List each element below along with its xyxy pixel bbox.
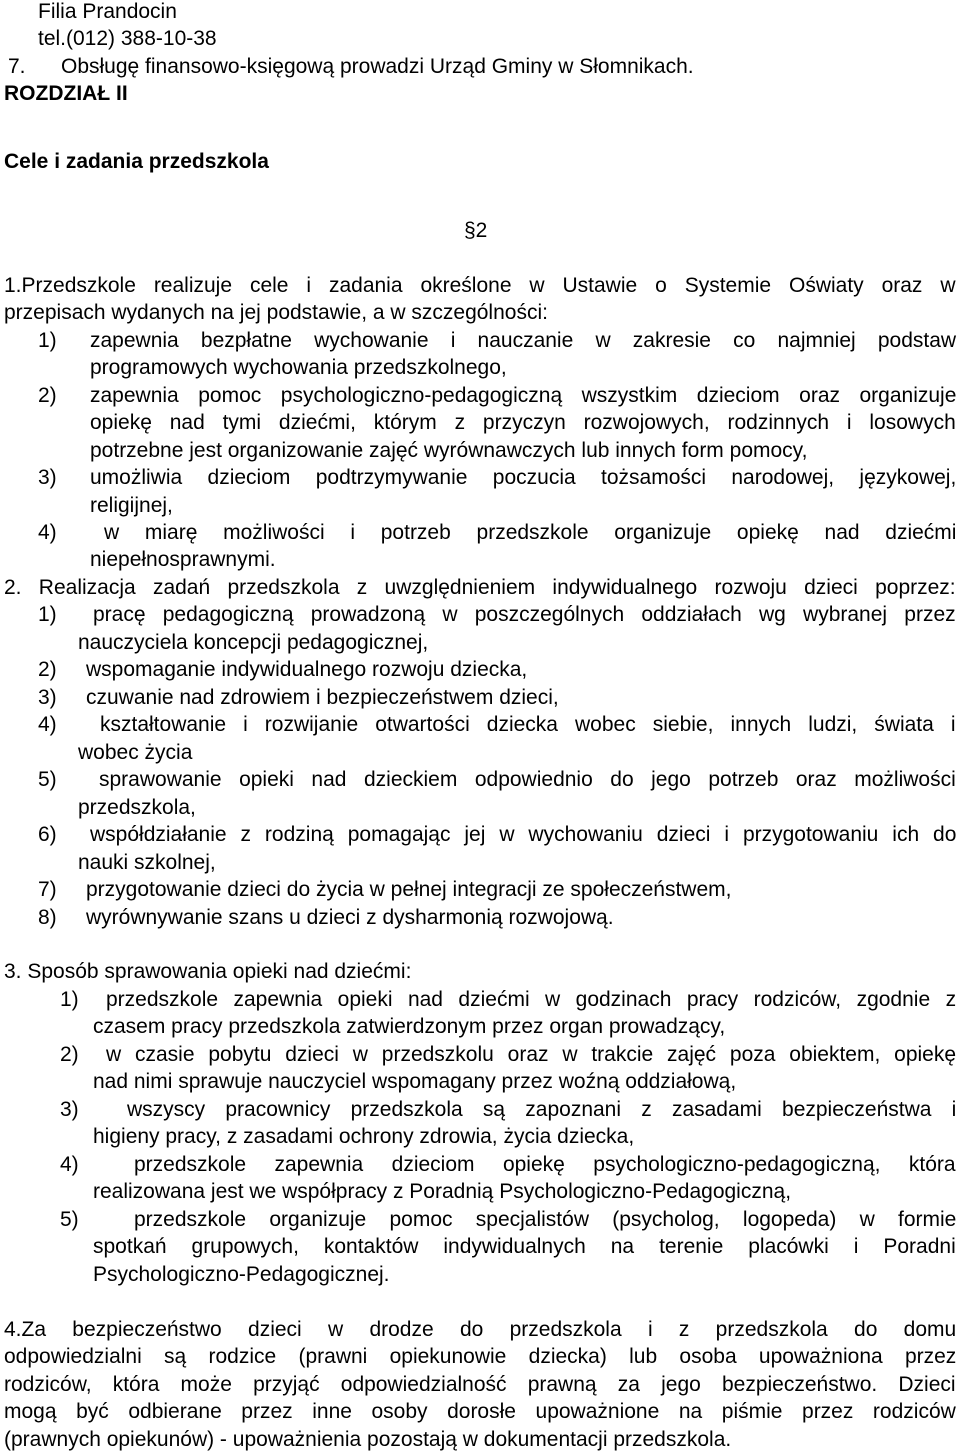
list-item-line: spotkań grupowych, kontaktów indywidualnych na terenie placówki i Poradni (93, 1235, 956, 1258)
list-item-line: nauki szkolnej, (78, 851, 216, 874)
list-item-number: 2) (38, 658, 57, 681)
list-item-line: sprawowanie opieki nad dzieckiem odpowiednio do jego potrzeb oraz możliwości (99, 768, 956, 791)
list-item-line: wobec życia (78, 741, 193, 764)
section-3-intro: 3. Sposób sprawowania opieki nad dziećmi: (4, 960, 412, 983)
list-item-line: przedszkole organizuje pomoc specjalistów (psycholog, logopeda) w formie (134, 1208, 957, 1231)
list-item-line: pracę pedagogiczną prowadzoną w poszczególnych oddziałach wg wybranej przez (93, 603, 956, 626)
list-item-line: czuwanie nad zdrowiem i bezpieczeństwem dzieci, (86, 686, 559, 709)
paragraph-mark: §2 (464, 219, 488, 242)
list-item-number: 6) (38, 823, 57, 846)
list-item-number: 1) (60, 988, 79, 1011)
list-item-number: 1) (38, 603, 57, 626)
list-item-number: 2) (38, 384, 57, 407)
list-item-line: Psychologiczno-Pedagogicznej. (93, 1263, 390, 1286)
section-4-line: (prawnych opiekunów) - upoważnienia pozostają w dokumentacji przedszkola. (4, 1428, 732, 1451)
list-item-number: 4) (60, 1153, 79, 1176)
list-item-number: 4) (38, 713, 57, 736)
list-item-number: 1) (38, 329, 57, 352)
item-number: 7. (8, 55, 26, 78)
list-item-line: przedszkola, (78, 796, 196, 819)
list-item-line: potrzebne jest organizowanie zajęć wyrównawczych lub innych form pomocy, (90, 439, 808, 462)
list-item-line: realizowana jest we współpracy z Poradnią Psychologiczno-Pedagogiczną, (93, 1180, 792, 1203)
list-item-number: 5) (60, 1208, 79, 1231)
section-4-line: mogą być odbierane przez inne osoby dorosłe upoważnione na piśmie przez rodziców (4, 1400, 956, 1423)
item-text: Obsługę finansowo-księgową prowadzi Urząd Gminy w Słomnikach. (61, 55, 694, 78)
branch-name: Filia Prandocin (38, 0, 177, 23)
list-item-line: niepełnosprawnymi. (90, 548, 276, 571)
list-item-line: przygotowanie dzieci do życia w pełnej integracji ze społeczeństwem, (86, 878, 732, 901)
list-item-number: 3) (60, 1098, 79, 1121)
list-item-line: religijnej, (90, 494, 173, 517)
list-item-line: umożliwia dzieciom podtrzymywanie poczucia tożsamości narodowej, językowej, (90, 466, 957, 489)
list-item-line: zapewnia bezpłatne wychowanie i nauczanie w zakresie co najmniej podstaw (90, 329, 957, 352)
section-4-line: odpowiedzialni są rodzice (prawni opiekunowie dziecka) lub osoba upoważniona przez (4, 1345, 957, 1368)
branch-phone: tel.(012) 388-10-38 (38, 27, 217, 50)
list-item-number: 5) (38, 768, 57, 791)
section-2-intro: 2. Realizacja zadań przedszkola z uwzględnieniem indywidualnego rozwoju dzieci poprzez: (4, 576, 956, 599)
list-item-number: 8) (38, 906, 57, 929)
list-item-line: w miarę możliwości i potrzeb przedszkole organizuje opiekę nad dziećmi (104, 521, 957, 544)
list-item-line: nauczyciela koncepcji pedagogicznej, (78, 631, 429, 654)
section-4-line: 4.Za bezpieczeństwo dzieci w drodze do przedszkola i z przedszkola do domu (4, 1318, 957, 1341)
list-item-line: przedszkole zapewnia dzieciom opiekę psychologiczno-pedagogiczną, która (134, 1153, 956, 1176)
list-item-number: 3) (38, 686, 57, 709)
list-item-line: w czasie pobytu dzieci w przedszkolu oraz w trakcie zajęć poza obiektem, opiekę (106, 1043, 957, 1066)
list-item-number: 4) (38, 521, 57, 544)
list-item-line: kształtowanie i rozwijanie otwartości dziecka wobec siebie, innych ludzi, świata i (100, 713, 956, 736)
list-item-line: wyrównywanie szans u dzieci z dysharmonią rozwojową. (86, 906, 614, 929)
list-item-number: 7) (38, 878, 57, 901)
list-item-line: wszyscy pracownicy przedszkola są zapoznani z zasadami bezpieczeństwa i (127, 1098, 957, 1121)
list-item-line: programowych wychowania przedszkolnego, (90, 356, 507, 379)
list-item-line: higieny pracy, z zasadami ochrony zdrowia, życia dziecka, (93, 1125, 635, 1148)
list-item-number: 2) (60, 1043, 79, 1066)
list-item-line: przedszkole zapewnia opieki nad dziećmi w godzinach pracy rodziców, zgodnie z (106, 988, 957, 1011)
list-item-line: zapewnia pomoc psychologiczno-pedagogiczną wszystkim dzieciom oraz organizuje (90, 384, 957, 407)
list-item-line: czasem pracy przedszkola zatwierdzonym przez organ prowadzący, (93, 1015, 726, 1038)
list-item-line: nad nimi sprawuje nauczyciel wspomagany przez woźną oddziałową, (93, 1070, 737, 1093)
list-item-line: wspomaganie indywidualnego rozwoju dziecka, (86, 658, 528, 681)
chapter-subtitle: Cele i zadania przedszkola (4, 150, 269, 173)
section-1-intro-line: przepisach wydanych na jej podstawie, a w szczególności: (4, 301, 548, 324)
section-4-line: rodziców, która może przyjąć odpowiedzialność prawną za jego bezpieczeństwo. Dzieci (4, 1373, 956, 1396)
section-1-intro-line: 1.Przedszkole realizuje cele i zadania określone w Ustawie o Systemie Oświaty oraz w (4, 274, 956, 297)
list-item-line: współdziałanie z rodziną pomagając jej w wychowaniu dzieci i przygotowaniu ich do (90, 823, 957, 846)
list-item-line: opiekę nad tymi dziećmi, którym z przyczyn rozwojowych, rodzinnych i losowych (90, 411, 956, 434)
chapter-title: ROZDZIAŁ II (4, 82, 128, 105)
list-item-number: 3) (38, 466, 57, 489)
